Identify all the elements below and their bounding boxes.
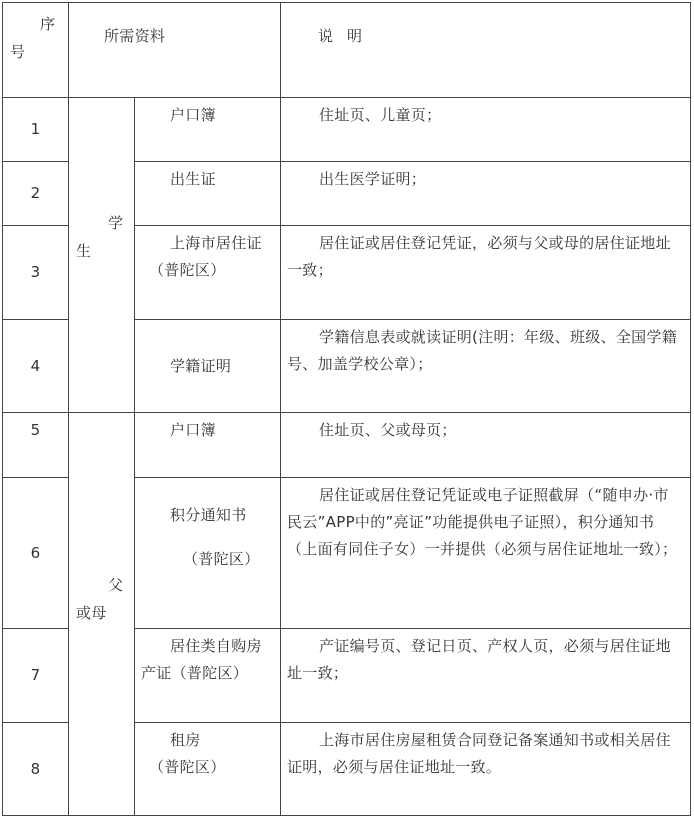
material-description: 住址页、儿童页； bbox=[281, 98, 691, 162]
row-number: 8 bbox=[3, 723, 69, 816]
row-number: 3 bbox=[3, 226, 69, 320]
material-item: 居住类自购房 产证（普陀区） bbox=[135, 629, 281, 723]
group-parent bbox=[69, 413, 135, 816]
row-number: 4 bbox=[3, 320, 69, 413]
group-student-line1: 学 bbox=[108, 214, 124, 232]
material-item: 积分通知书 （普陀区） bbox=[135, 478, 281, 629]
material-description: 学籍信息表或就读证明(注明：年级、班级、全国学籍号、加盖学校公章）； bbox=[281, 320, 691, 413]
header-description bbox=[281, 3, 691, 98]
header-seq-line1: 序 bbox=[40, 15, 56, 33]
material-description: 居住证或居住登记凭证或电子证照截屏（“随申办·市民云”APP中的”亮证”功能提供电子证照），积分通知书（上面有同住子女）一并提供（必须与居住证地址一致）； bbox=[281, 478, 691, 629]
row-number: 7 bbox=[3, 629, 69, 723]
header-materials bbox=[69, 3, 281, 98]
materials-table bbox=[2, 2, 691, 816]
row-number: 6 bbox=[3, 478, 69, 629]
header-seq bbox=[3, 3, 69, 98]
group-student bbox=[69, 98, 135, 413]
header-description-label: 说明 bbox=[318, 27, 377, 45]
row-number: 5 bbox=[3, 413, 69, 478]
material-description: 产证编号页、登记日页、产权人页，必须与居住证地址一致； bbox=[281, 629, 691, 723]
row-number: 1 bbox=[3, 98, 69, 162]
material-description: 上海市居住房屋租赁合同登记备案通知书或相关居住证明，必须与居住证地址一致。 bbox=[281, 723, 691, 816]
table-row bbox=[3, 413, 691, 478]
material-item: 户口簿 bbox=[135, 413, 281, 478]
group-parent-line2: 或母 bbox=[76, 604, 107, 622]
group-parent-line1: 父 bbox=[108, 576, 124, 594]
material-item: 租房 （普陀区） bbox=[135, 723, 281, 816]
table-row bbox=[3, 98, 691, 162]
material-description: 居住证或居住登记凭证，必须与父或母的居住证地址一致； bbox=[281, 226, 691, 320]
material-item: 户口簿 bbox=[135, 98, 281, 162]
material-item: 学籍证明 bbox=[135, 320, 281, 413]
header-seq-line2: 号 bbox=[10, 43, 26, 61]
header-materials-label: 所需资料 bbox=[104, 27, 166, 45]
row-number: 2 bbox=[3, 162, 69, 226]
material-item: 上海市居住证 （普陀区） bbox=[135, 226, 281, 320]
group-student-line2: 生 bbox=[76, 242, 92, 260]
material-description: 住址页、父或母页； bbox=[281, 413, 691, 478]
material-item: 出生证 bbox=[135, 162, 281, 226]
material-description: 出生医学证明； bbox=[281, 162, 691, 226]
header-row bbox=[3, 3, 691, 98]
